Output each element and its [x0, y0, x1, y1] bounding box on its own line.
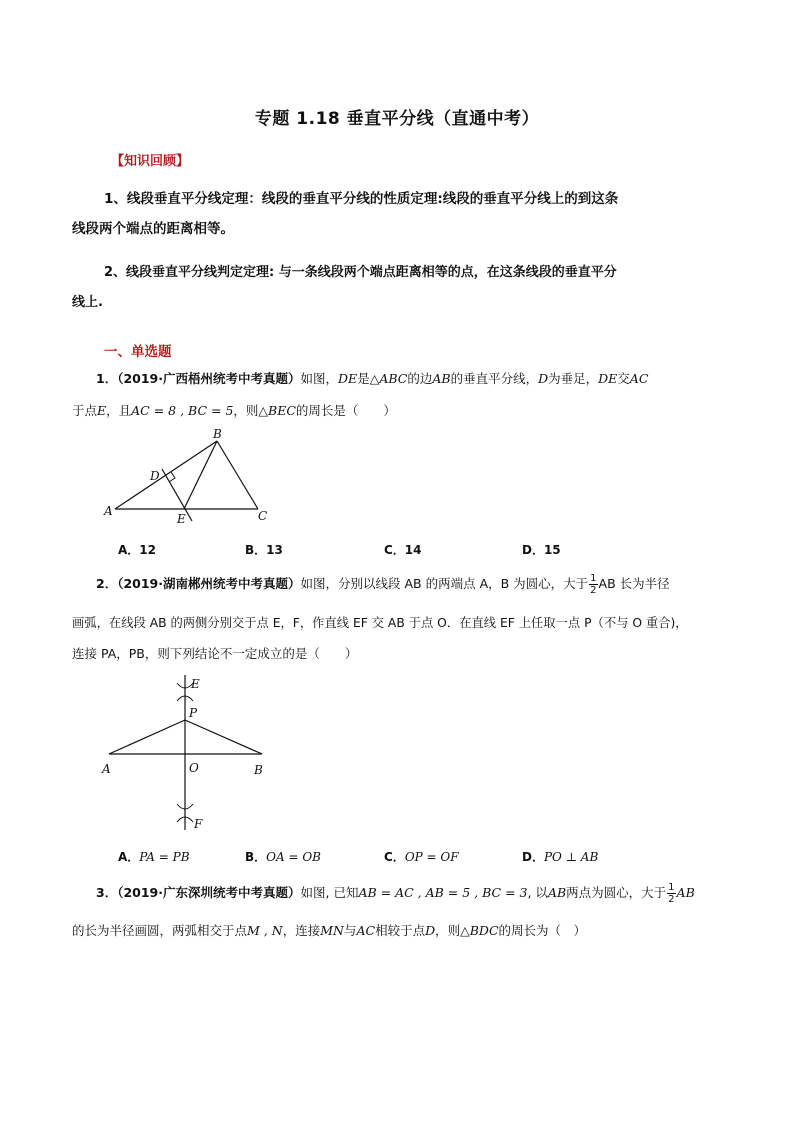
q1-label-d: D — [150, 469, 160, 483]
q2-option-d[interactable]: D．PO ⊥ AB — [522, 850, 599, 864]
q2-label-f: F — [194, 817, 203, 831]
q2-option-c[interactable]: C．OP = OF — [384, 850, 459, 864]
q3-line1: 3．（2019·广东深圳统考中考真题）如图, 已知AB = AC , AB = 5 , BC = 3, 以AB两点为圆心，大于 $\frac{1}{2}$ AB — [96, 882, 695, 905]
q2-option-b[interactable]: B．OA = OB — [245, 850, 321, 864]
q2-bisector-figure — [98, 670, 278, 835]
q2-line1: 2．（2019·湖南郴州统考中考真题）如图，分别以线段 AB 的两端点 A，B 为圆心，大于 $\frac{1}{2}$ AB 长为半径 — [96, 573, 670, 596]
q2-label-p: P — [189, 706, 198, 720]
q2-label-e: E — [191, 677, 200, 691]
q1-option-c[interactable]: C．14 — [384, 543, 422, 557]
q2-source: （2019·湖南郴州统考中考真题） — [117, 576, 301, 591]
q1-option-a[interactable]: A．12 — [118, 543, 156, 557]
theorem2-line1: 2、线段垂直平分线判定定理: 与一条线段两个端点距离相等的点，在这条线段的垂直平分 — [104, 265, 617, 280]
q1-option-b[interactable]: B．13 — [245, 543, 283, 557]
q3-source: （2019·广东深圳统考中考真题） — [117, 885, 301, 900]
q2-label-b: B — [254, 763, 263, 777]
q2-number: 2 — [96, 576, 105, 591]
q2-label-o: O — [189, 761, 199, 775]
theorem2-line2: 线上. — [72, 295, 103, 310]
q1-option-d[interactable]: D．15 — [522, 543, 561, 557]
q3-line2: 的长为半径画圆，两弧相交于点M , N，连接MN与AC相较于点D，则△BDC的周长为（ ） — [72, 923, 587, 938]
q1-line2: 于点E，且AC = 8 , BC = 5，则△BEC的周长是（ ） — [72, 403, 396, 418]
q3-number: 3 — [96, 885, 105, 900]
q2-line2: 画弧，在线段 AB 的两侧分别交于点 E，F，作直线 EF 交 AB 于点 O．在直线 EF 上任取一点 P（不与 O 重合)， — [72, 616, 688, 630]
q1-line1: 1．（2019·广西梧州统考中考真题）如图，DE是△ABC的边AB的垂直平分线，D为垂足，DE交AC — [96, 371, 649, 386]
q2-label-a: A — [102, 762, 111, 776]
q2-option-a[interactable]: A．PA = PB — [118, 850, 190, 864]
q1-label-c: C — [258, 509, 268, 523]
theorem1-line1: 1、线段垂直平分线定理：线段的垂直平分线的性质定理:线段的垂直平分线上的到这条 — [104, 191, 619, 207]
page-title: 专题 1.18 垂直平分线（直通中考） — [254, 109, 540, 129]
knowledge-heading: 【知识回顾】 — [111, 154, 190, 169]
q2-fraction-half: $\frac{1}{2}$ — [590, 573, 597, 596]
q1-label-a: A — [104, 504, 113, 518]
section-single-choice: 一、单选题 — [104, 344, 172, 360]
q2-line3: 连接 PA，PB，则下列结论不一定成立的是（ ） — [72, 646, 358, 661]
q1-triangle-figure — [95, 425, 285, 530]
q1-label-b: B — [213, 427, 222, 441]
q1-source: （2019·广西梧州统考中考真题） — [117, 371, 301, 386]
q1-label-e: E — [177, 512, 186, 526]
q3-fraction-half: $\frac{1}{2}$ — [668, 882, 675, 905]
theorem1-line2: 线段两个端点的距离相等。 — [72, 221, 234, 237]
q1-number: 1 — [96, 371, 105, 386]
